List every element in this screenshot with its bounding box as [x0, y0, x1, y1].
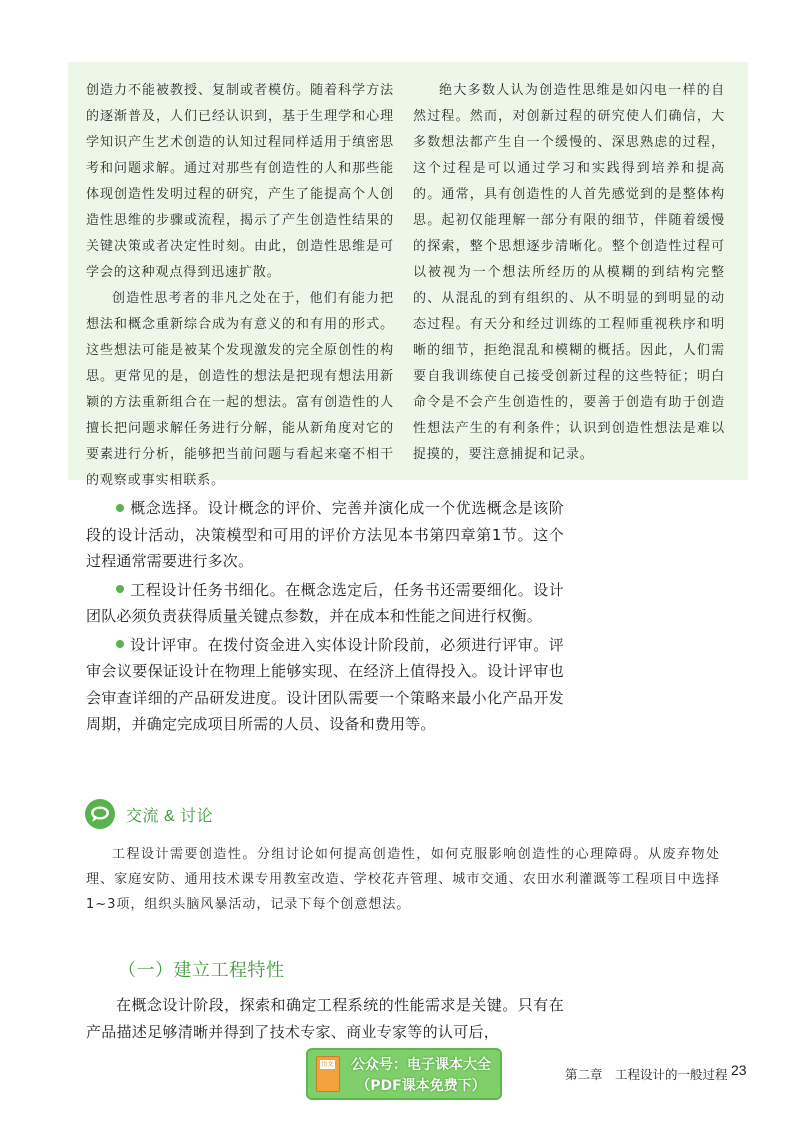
section-body [86, 992, 564, 1046]
watermark-line: （PDF课本免费下） [356, 1078, 486, 1094]
watermark-banner [306, 1048, 502, 1100]
bullet-text: 工程设计任务书细化。在概念选定后，任务书还需要细化。设计团队必须负责获得质量关键点参数，并在成本和性能之间进行权衡。 [86, 580, 564, 625]
bullet-item [86, 577, 564, 630]
bullet-dot-icon [116, 585, 124, 593]
section-heading: （一）建立工程特性 [118, 960, 285, 981]
bullet-text: 概念选择。设计概念的评价、完善并演化成一个优选概念是该阶段的设计活动，决策模型和可用的评价方法见本书第四章第1节。这个过程通常需要进行多次。 [86, 499, 564, 570]
sidebar-paragraph: 绝大多数人认为创造性思维是如闪电一样的自然过程。然而，对创新过程的研究使人们确信，大多数想法都产生自一个缓慢的、深思熟虑的过程，这个过程是可以通过学习和实践得到培养和提高的。通常，具有创造性的人首先感觉到的是整体构思。起初仅能理解一部分有限的细节，伴随着缓慢的探索，整个思想逐步清晰化。整个创造性过程可以被视为一个想法所经历的从模糊的到结构完整的、从混乱的到有组织的、从不明显的到明显的动态过程。有天分和经过训练的工程师重视秩序和明晰的细节，拒绝混乱和模糊的概括。因此，人们需要自我训练使自己接受创新过程的这些特征；明白命令是不会产生创造性的，要善于创造有助于创造性想法产生的有利条件；认识到创造性想法是难以捉摸的，要注意捕捉和记录。 [413, 83, 725, 462]
watermark-line: 公众号：电子课本大全 [351, 1057, 491, 1073]
bullet-dot-icon [116, 640, 124, 648]
page-number: 23 [731, 1062, 747, 1078]
discussion-heading [84, 798, 384, 832]
section-paragraph: 在概念设计阶段，探索和确定工程系统的性能需求是关键。只有在产品描述足够清晰并得到了技术专家、商业专家等的认可后， [86, 996, 564, 1041]
bullet-text: 设计评审。在拨付资金进入实体设计阶段前，必须进行评审。评审会议要保证设计在物理上能够实现、在经济上值得投入。设计评审也会审查详细的产品研发进度。设计团队需要一个策略来最小化产品开发周期，并确定完成项目所需的人员、设备和费用等。 [86, 635, 564, 733]
discussion-text [86, 842, 720, 917]
sidebar-paragraph: 创造力不能被教授、复制或者模仿。随着科学方法的逐渐普及，人们已经认识到，基于生理学和心理学知识产生艺术创造的认知过程同样适用于缜密思考和问题求解。通过对那些有创造性的人和那些能体现创造性发明过程的研究，产生了能提高个人创造性思维的步骤或流程，揭示了产生创造性结果的关键决策或者决定性时刻。由此，创造性思维是可学会的这种观点得到迅速扩散。 [86, 83, 394, 280]
creativity-sidebar-box [68, 62, 748, 488]
sidebar-left-column [86, 78, 394, 494]
sidebar-paragraph: 创造性思考者的非凡之处在于，他们有能力把想法和概念重新综合成为有意义的和有用的形式。这些想法可能是被某个发现激发的完全原创性的构思。更常见的是，创造性的想法是把现有想法用新颖的方法重新组合在一起的想法。富有创造性的人擅长把问题求解任务进行分解，能从新角度对它的要素进行分析，能够把当前问题与看起来毫不相干的观察或事实相联系。 [86, 291, 394, 488]
bullet-list [86, 495, 564, 740]
book-icon [316, 1056, 340, 1092]
discussion-paragraph: 工程设计需要创造性。分组讨论如何提高创造性，如何克服影响创造性的心理障碍。从废弃物处理、家庭安防、通用技术课专用教室改造、学校花卉管理、城市交通、农田水利灌溉等工程项目中选择1~3项，组织头脑风暴活动，记录下每个创意想法。 [86, 847, 720, 912]
bullet-item [86, 495, 564, 575]
chat-bubble-icon [84, 798, 116, 830]
book-label: 语文 [321, 1061, 334, 1068]
discussion-title: 交流 & 讨论 [126, 808, 214, 825]
bullet-dot-icon [116, 504, 124, 512]
footer-chapter: 第二章 工程设计的一般过程 [565, 1067, 728, 1082]
bullet-item [86, 632, 564, 738]
sidebar-right-column [413, 78, 725, 468]
